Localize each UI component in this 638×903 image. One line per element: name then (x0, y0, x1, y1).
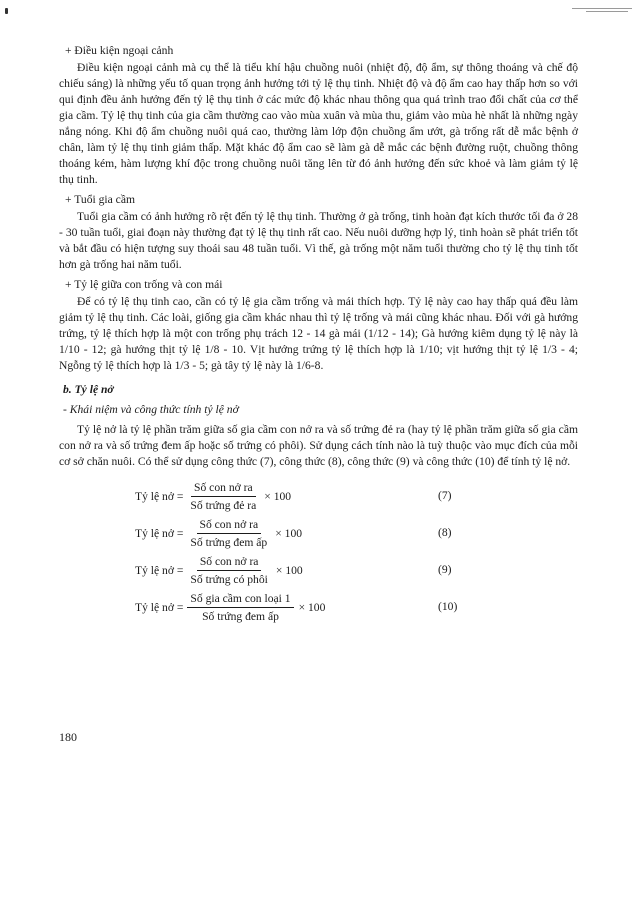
equation-number: (8) (438, 526, 452, 539)
scan-edge-line-2 (586, 11, 628, 12)
page-number: 180 (59, 730, 77, 744)
denominator: Số trứng đẻ ra (190, 499, 257, 512)
heading-environment: + Điều kiện ngoại cảnh (65, 44, 174, 57)
formula-expression (135, 589, 325, 626)
formula-8 (59, 515, 578, 552)
paragraph-age: Tuổi gia cầm có ảnh hưởng rõ rệt đến tỷ lệ thụ tinh. Thường ở gà trống, tinh hoàn đạt kích thước tối đa ở 28 - 30 tuần tuổi, giai đoạn này thường đạt tỷ lệ thụ tinh rất cao. Nếu nuôi dưỡng hợp lý, tinh hoàn sẽ phát triển tốt và bắt đầu có hiện tượng suy thoái sau 48 tuần tuổi. Vì thế, gà trống một năm tuổi thường cho tỷ lệ thụ tinh tốt hơn gà trống hai năm tuổi. (59, 210, 578, 271)
formula-expression (135, 552, 303, 589)
numerator: Số con nở ra (191, 480, 256, 497)
multiplier: × 100 (298, 600, 326, 614)
numerator: Số con nở ra (197, 517, 262, 534)
heading-sex-ratio: + Tỷ lệ giữa con trống và con mái (65, 278, 223, 291)
paragraph-sex-ratio: Để có tỷ lệ thụ tinh cao, cần có tỷ lệ gia cầm trống và mái thích hợp. Tỷ lệ này cao hay thấp quá đều làm giảm tỷ lệ thụ tinh. Các loài, giống gia cầm khác nhau thì tỷ lệ trống và mái cũng khác nhau. Đối với gà hướng trứng, tỷ lệ thích hợp là một con trống phụ trách 12 - 14 gà mái (1/12 - 14); Gà hướng kiêm dụng tỷ lệ này là 1/10 - 12; gà hướng thịt tỷ lệ 1/8 - 10. Vịt hướng trứng tỷ lệ thích hợp là 1/10; vịt hướng thịt tỷ lệ 1/3 - 4; Ngỗng tỷ lệ thích hợp là 1/3 - 5; gà tây tỷ lệ này là 1/6-8. (59, 295, 578, 372)
scan-mark (5, 8, 8, 14)
numerator: Số gia cầm con loại 1 (187, 591, 293, 608)
formula-7 (59, 478, 578, 515)
fraction (187, 554, 270, 587)
equation-number: (9) (438, 563, 452, 576)
formula-10 (59, 589, 578, 626)
fraction (187, 591, 293, 624)
denominator: Số trứng đem ấp (190, 536, 268, 549)
fraction (187, 517, 270, 550)
denominator: Số trứng có phôi (190, 573, 268, 586)
formula-lhs: Tỷ lệ nở = (135, 563, 184, 577)
formula-expression (135, 515, 302, 552)
equation-number: (10) (438, 600, 458, 613)
formula-lhs: Tỷ lệ nở = (135, 600, 184, 614)
fraction (187, 480, 259, 513)
subsection-hatch-rate: b. Tỷ lệ nở (63, 383, 114, 396)
formula-list (59, 478, 578, 626)
formula-expression (135, 478, 291, 515)
multiplier: × 100 (275, 563, 303, 577)
formula-9 (59, 552, 578, 589)
formula-lhs: Tỷ lệ nở = (135, 489, 184, 503)
formula-lhs: Tỷ lệ nở = (135, 526, 184, 540)
denominator: Số trứng đem ấp (202, 610, 279, 623)
multiplier: × 100 (275, 526, 303, 540)
equation-number: (7) (438, 489, 452, 502)
paragraph-hatch-rate: Tỷ lệ nở là tỷ lệ phần trăm giữa số gia cầm con nở ra và số trứng đẻ ra (hay tỷ lệ phần trăm giữa số gia cầm con nở ra và số trứng đem ấp hoặc số trứng có phôi). Sử dụng cách tính nào là tuỳ thuộc vào mục đích của mỗi cơ sở chăn nuôi. Có thể sử dụng công thức (7), công thức (8), công thức (9) và công thức (10) để tính tỷ lệ nở. (59, 423, 578, 468)
numerator: Số con nở ra (197, 554, 262, 571)
scan-edge-line (572, 8, 632, 9)
heading-age: + Tuổi gia cầm (65, 193, 135, 206)
multiplier: × 100 (264, 489, 292, 503)
paragraph-environment: Điều kiện ngoại cảnh mà cụ thể là tiểu khí hậu chuồng nuôi (nhiệt độ, độ ẩm, sự thông thoáng và chế độ chiếu sáng) là những yếu tố quan trọng ảnh hưởng tới tỷ lệ thụ tinh. Nhiệt độ và độ ẩm cao hay thấp hơn so với qui định đều ảnh hưởng đến tỷ lệ thụ tinh ở các mức độ khác nhau thông qua quá trình trao đổi chất của cơ thể gia cầm. Tỷ lệ thụ tinh của gia cầm thường cao vào mùa xuân và mùa thu, giảm vào mùa hè nhất là những ngày nắng nóng. Khi độ ẩm chuồng nuôi quá cao, thường làm lớp độn chuồng ẩm ướt, gà trống rất dễ mắc bệnh ở chân, làm tỷ lệ thụ tinh giảm thấp. Mặt khác độ ẩm cao sẽ làm gà dễ mắc các bệnh đường ruột, chuồng thông thoáng kém, hàm lượng khí độc trong chuồng nuôi tăng lên từ đó ảnh hưởng đến sức khoẻ và làm giảm tỷ lệ thụ tinh. (59, 61, 578, 186)
heading-concept-formula: - Khái niệm và công thức tính tỷ lệ nở (63, 403, 239, 416)
page-body (59, 39, 578, 626)
